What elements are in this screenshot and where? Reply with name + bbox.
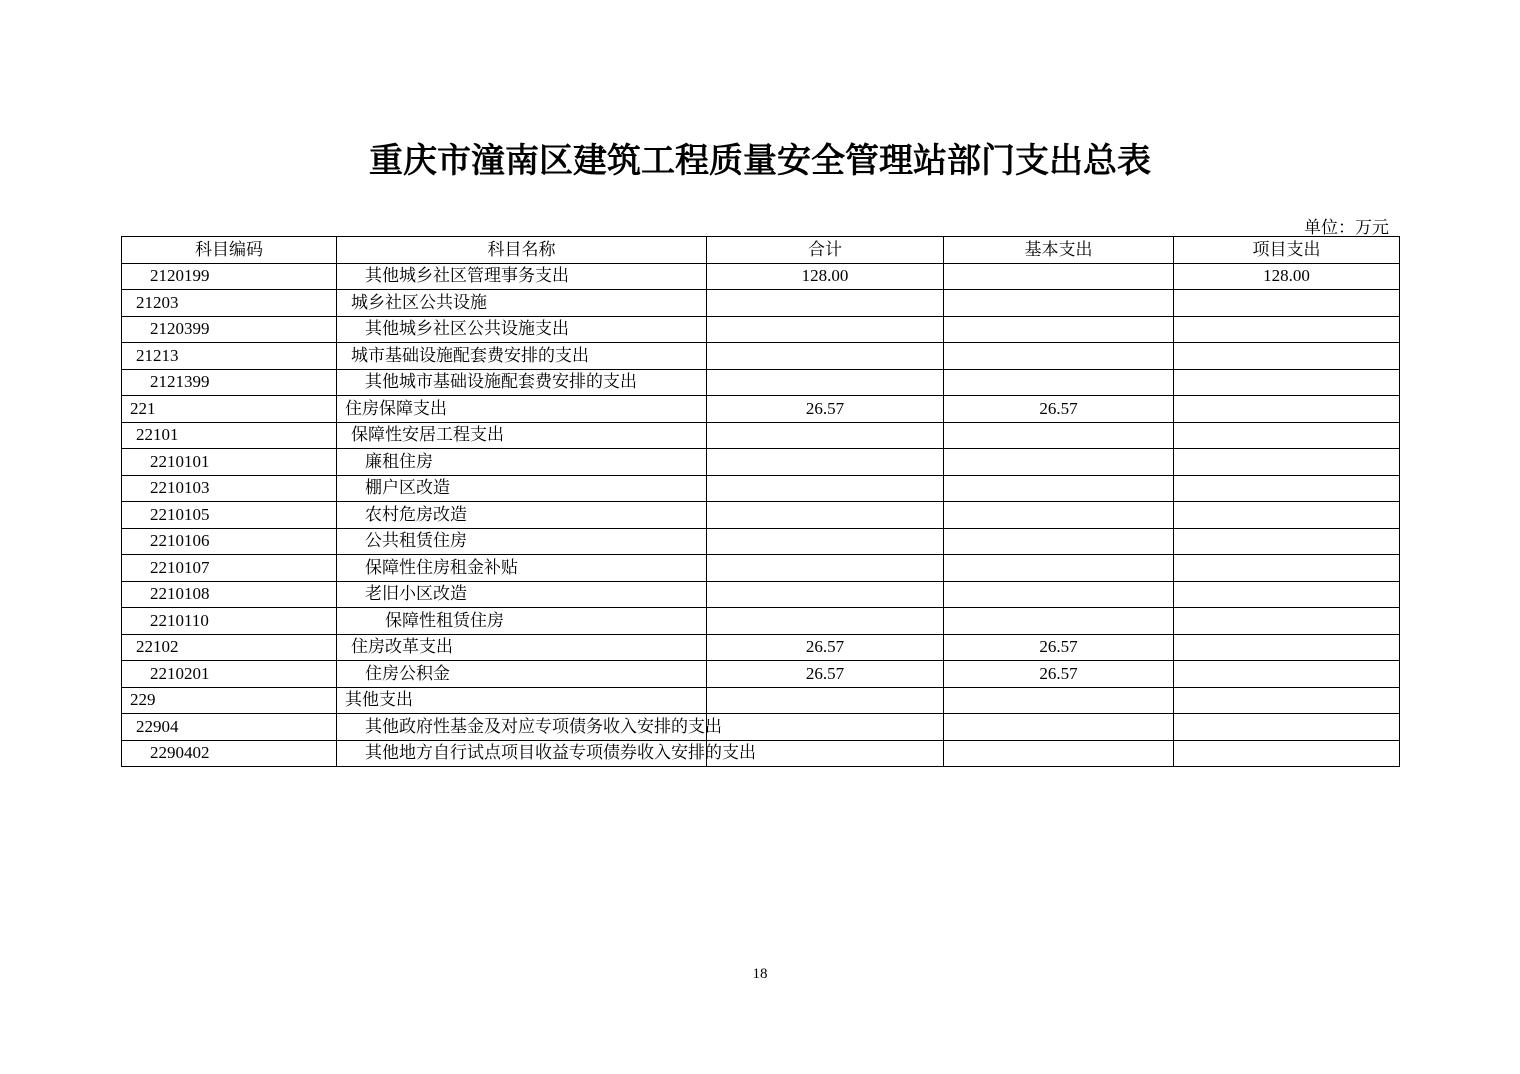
row-total: 26.57 (707, 661, 944, 688)
row-name: 住房公积金 (337, 661, 707, 688)
table-row (122, 608, 1400, 635)
row-total (707, 290, 944, 317)
row-project (1174, 661, 1400, 688)
table-row (122, 581, 1400, 608)
row-name: 保障性租赁住房 (337, 608, 707, 635)
row-name: 其他城市基础设施配套费安排的支出 (337, 369, 707, 396)
row-project (1174, 528, 1400, 555)
unit-label: 单位：万元 (1304, 218, 1389, 237)
page-title: 重庆市潼南区建筑工程质量安全管理站部门支出总表 (369, 141, 1151, 181)
row-project (1174, 502, 1400, 529)
row-basic (944, 740, 1174, 767)
row-project (1174, 555, 1400, 582)
row-code: 22101 (122, 422, 337, 449)
row-name: 城市基础设施配套费安排的支出 (337, 343, 707, 370)
table-header-row (122, 237, 1400, 264)
row-basic (944, 343, 1174, 370)
row-project (1174, 581, 1400, 608)
row-name: 保障性住房租金补贴 (337, 555, 707, 582)
row-name: 住房改革支出 (337, 634, 707, 661)
row-code: 2210106 (122, 528, 337, 555)
row-name: 农村危房改造 (337, 502, 707, 529)
table-row (122, 290, 1400, 317)
table-row (122, 555, 1400, 582)
row-code: 2290402 (122, 740, 337, 767)
row-project (1174, 343, 1400, 370)
row-code: 2210201 (122, 661, 337, 688)
row-basic (944, 475, 1174, 502)
row-name: 住房保障支出 (337, 396, 707, 423)
row-total (707, 502, 944, 529)
row-basic (944, 581, 1174, 608)
row-code: 22102 (122, 634, 337, 661)
row-project (1174, 449, 1400, 476)
row-total (707, 475, 944, 502)
row-name: 老旧小区改造 (337, 581, 707, 608)
row-project (1174, 475, 1400, 502)
header-basic: 基本支出 (944, 237, 1174, 264)
row-project (1174, 290, 1400, 317)
row-basic (944, 608, 1174, 635)
row-code: 22904 (122, 714, 337, 741)
row-basic (944, 528, 1174, 555)
row-project (1174, 687, 1400, 714)
table-row (122, 422, 1400, 449)
table-row (122, 661, 1400, 688)
row-code: 2121399 (122, 369, 337, 396)
row-basic (944, 687, 1174, 714)
table-row (122, 714, 1400, 741)
row-code: 2210110 (122, 608, 337, 635)
row-basic: 26.57 (944, 634, 1174, 661)
row-name: 其他地方自行试点项目收益专项债券收入安排的支出 (337, 740, 707, 767)
row-name: 廉租住房 (337, 449, 707, 476)
row-name: 保障性安居工程支出 (337, 422, 707, 449)
row-project (1174, 634, 1400, 661)
row-name: 棚户区改造 (337, 475, 707, 502)
row-name: 公共租赁住房 (337, 528, 707, 555)
row-project (1174, 396, 1400, 423)
row-code: 221 (122, 396, 337, 423)
row-project (1174, 422, 1400, 449)
header-name: 科目名称 (337, 237, 707, 264)
table-row (122, 316, 1400, 343)
table-row (122, 502, 1400, 529)
row-name: 其他支出 (337, 687, 707, 714)
row-basic (944, 555, 1174, 582)
row-total (707, 316, 944, 343)
expenditure-table (121, 236, 1400, 767)
header-code: 科目编码 (122, 237, 337, 264)
page-number: 18 (752, 966, 768, 982)
table-row (122, 634, 1400, 661)
row-total (707, 343, 944, 370)
row-basic: 26.57 (944, 396, 1174, 423)
row-basic (944, 316, 1174, 343)
row-code: 2210101 (122, 449, 337, 476)
table-row (122, 396, 1400, 423)
row-total (707, 555, 944, 582)
row-code: 2210107 (122, 555, 337, 582)
row-total (707, 449, 944, 476)
row-code: 21213 (122, 343, 337, 370)
row-total (707, 608, 944, 635)
row-code: 229 (122, 687, 337, 714)
header-total: 合计 (707, 237, 944, 264)
row-code: 21203 (122, 290, 337, 317)
row-basic (944, 263, 1174, 290)
row-total: 26.57 (707, 634, 944, 661)
row-name: 其他城乡社区公共设施支出 (337, 316, 707, 343)
row-project (1174, 608, 1400, 635)
table-row (122, 263, 1400, 290)
row-total (707, 714, 944, 741)
row-total: 128.00 (707, 263, 944, 290)
table-row (122, 740, 1400, 767)
table-row (122, 475, 1400, 502)
row-basic: 26.57 (944, 661, 1174, 688)
row-basic (944, 369, 1174, 396)
row-code: 2210103 (122, 475, 337, 502)
row-basic (944, 422, 1174, 449)
row-code: 2120199 (122, 263, 337, 290)
row-basic (944, 714, 1174, 741)
row-total (707, 422, 944, 449)
row-basic (944, 290, 1174, 317)
row-project (1174, 316, 1400, 343)
row-total (707, 581, 944, 608)
table-row (122, 449, 1400, 476)
table-row (122, 528, 1400, 555)
row-name: 城乡社区公共设施 (337, 290, 707, 317)
table-row (122, 687, 1400, 714)
row-name: 其他政府性基金及对应专项债务收入安排的支出 (337, 714, 707, 741)
table-row (122, 369, 1400, 396)
row-project (1174, 369, 1400, 396)
row-project: 128.00 (1174, 263, 1400, 290)
row-total (707, 528, 944, 555)
table-row (122, 343, 1400, 370)
row-project (1174, 714, 1400, 741)
row-project (1174, 740, 1400, 767)
row-code: 2210108 (122, 581, 337, 608)
row-code: 2210105 (122, 502, 337, 529)
row-name: 其他城乡社区管理事务支出 (337, 263, 707, 290)
row-code: 2120399 (122, 316, 337, 343)
row-total: 26.57 (707, 396, 944, 423)
row-basic (944, 502, 1174, 529)
row-total (707, 369, 944, 396)
row-basic (944, 449, 1174, 476)
row-total (707, 687, 944, 714)
header-project: 项目支出 (1174, 237, 1400, 264)
